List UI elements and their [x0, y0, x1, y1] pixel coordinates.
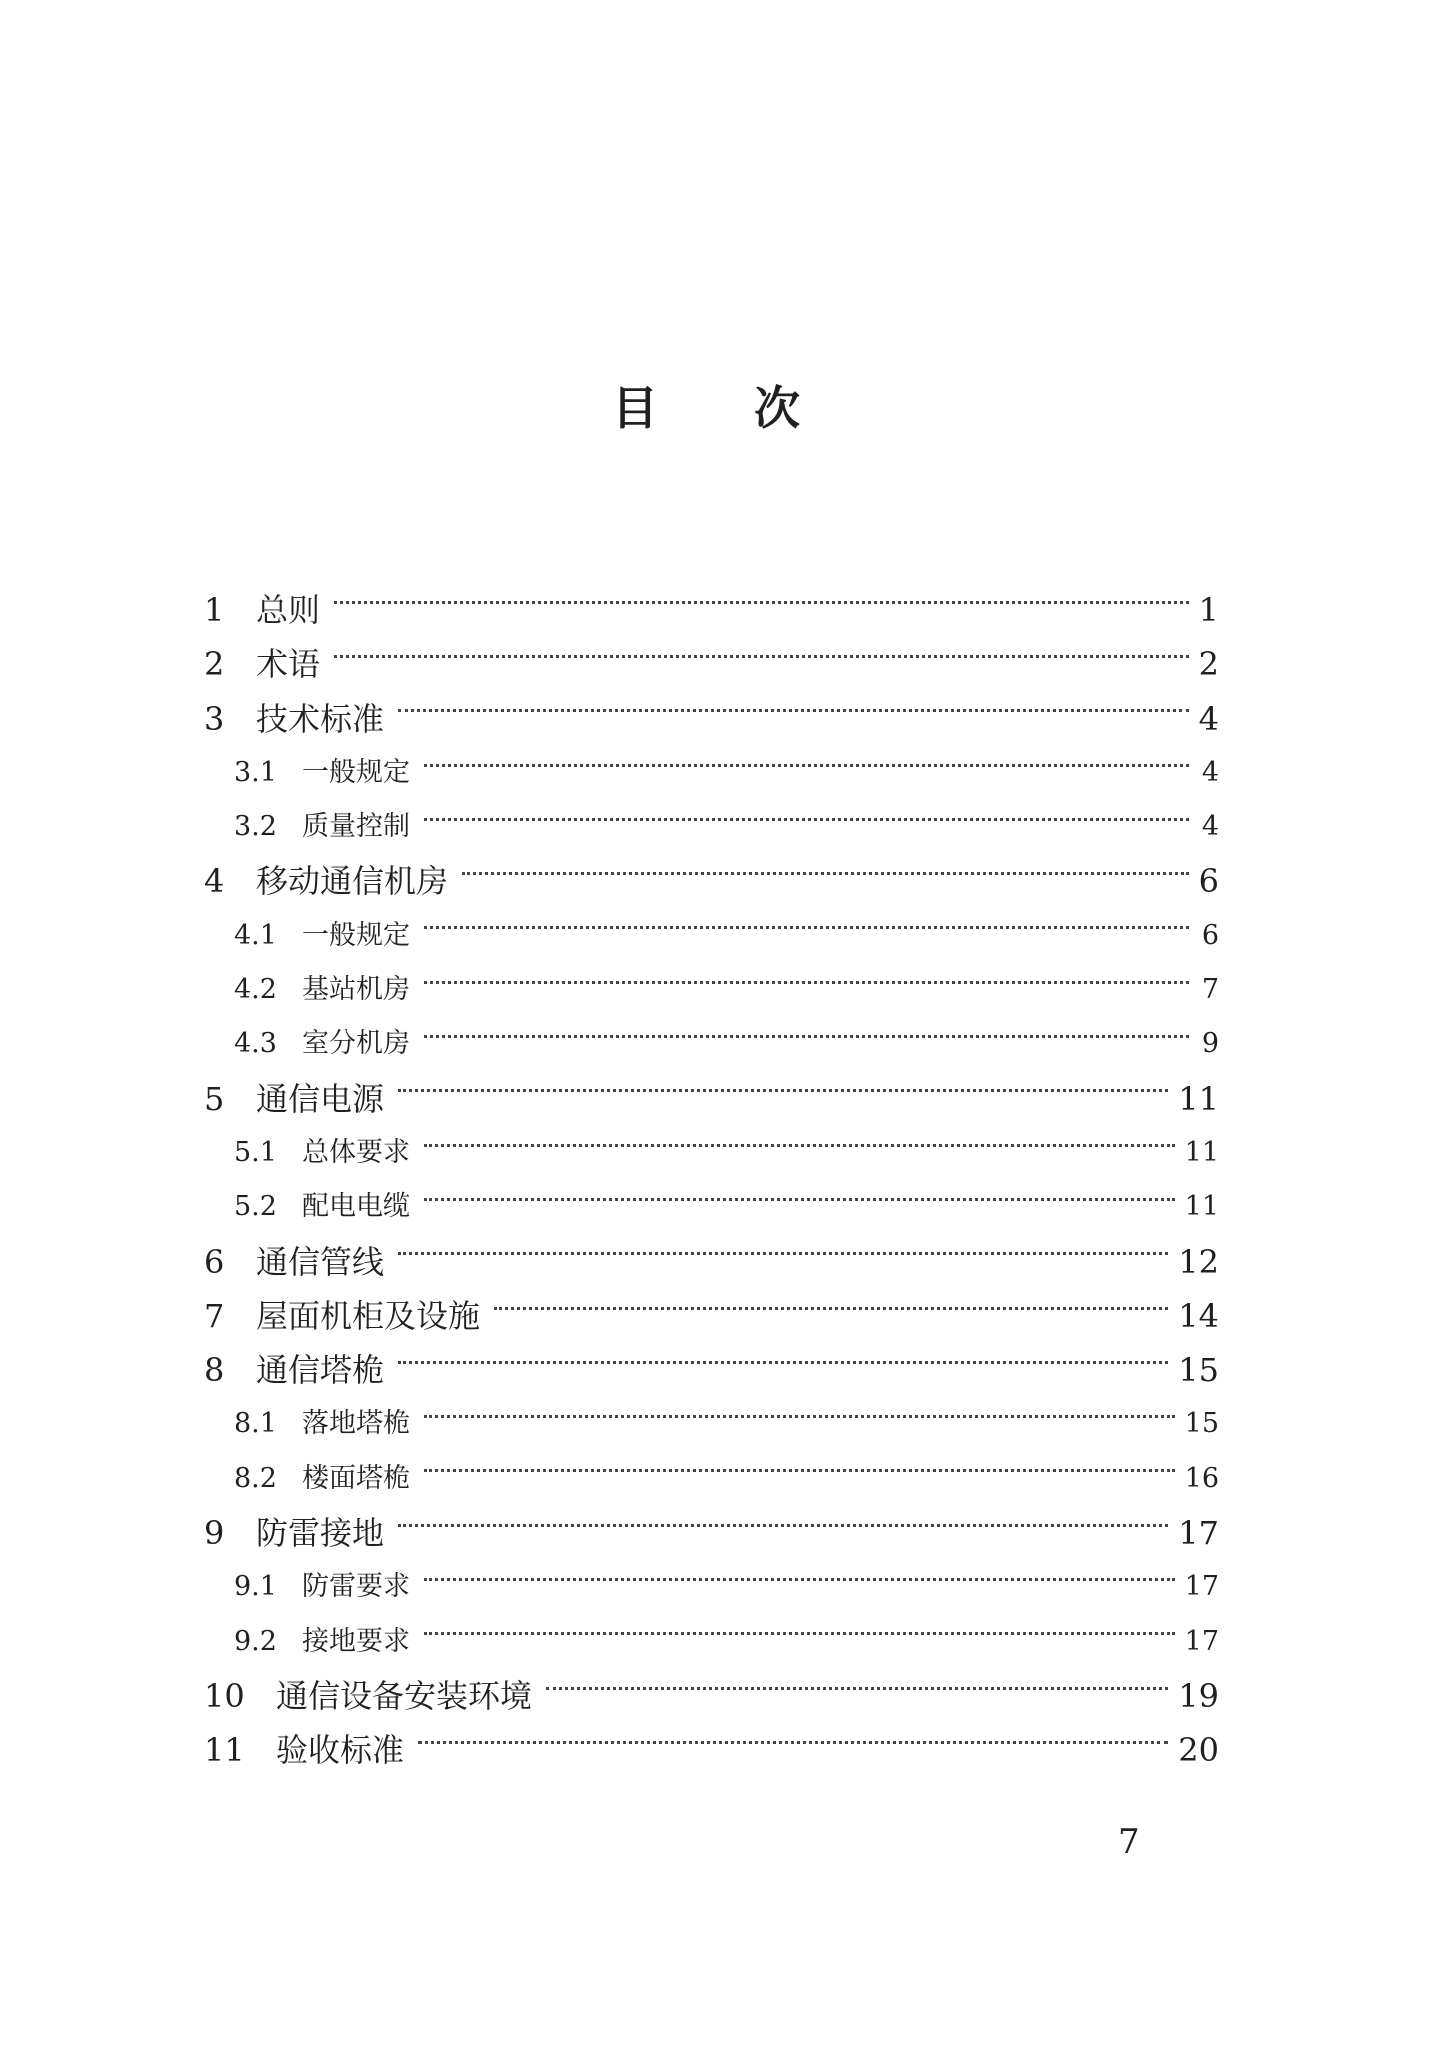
toc-entry-number: 8: [204, 1351, 225, 1390]
toc-entry-label: 质量控制: [302, 811, 410, 843]
toc-entry-number: 5.1: [234, 1136, 277, 1168]
dot-leader: [418, 1741, 1168, 1744]
toc-entry-label: 通信塔桅: [256, 1351, 385, 1390]
toc-entry-4-1[interactable]: [204, 909, 1219, 963]
dot-leader: [424, 1144, 1175, 1147]
toc-entry-label: 一般规定: [302, 756, 410, 788]
table-of-contents: [204, 583, 1219, 1778]
toc-entry-number: 8.2: [234, 1462, 277, 1494]
dot-leader: [424, 764, 1189, 767]
toc-entry-page: 4: [1201, 756, 1219, 788]
dot-leader: [424, 926, 1189, 929]
toc-entry-label: 室分机房: [302, 1028, 410, 1060]
dot-leader: [424, 1198, 1175, 1201]
toc-entry-1[interactable]: [204, 583, 1219, 637]
toc-entry-page: 15: [1184, 1408, 1219, 1440]
toc-entry-label: 移动通信机房: [256, 862, 449, 901]
toc-entry-label: 术语: [256, 645, 321, 684]
dot-leader: [424, 1469, 1175, 1472]
toc-entry-label: 验收标准: [276, 1731, 405, 1770]
toc-entry-number: 8.1: [234, 1408, 277, 1440]
toc-entry-9-1[interactable]: [204, 1560, 1219, 1614]
toc-entry-number: 11: [204, 1731, 245, 1770]
toc-entry-9-2[interactable]: [204, 1615, 1219, 1669]
toc-entry-label: 一般规定: [302, 919, 410, 951]
toc-entry-label: 屋面机柜及设施: [256, 1296, 481, 1335]
toc-entry-4-2[interactable]: [204, 963, 1219, 1017]
toc-entry-number: 2: [204, 645, 225, 684]
toc-entry-number: 3.2: [234, 811, 277, 843]
toc-entry-page: 1: [1198, 591, 1219, 629]
toc-entry-number: 9: [204, 1514, 225, 1553]
dot-leader: [546, 1687, 1168, 1690]
toc-entry-page: 14: [1178, 1296, 1219, 1335]
toc-entry-label: 落地塔桅: [302, 1408, 410, 1440]
toc-entry-page: 6: [1198, 862, 1219, 901]
toc-entry-label: 接地要求: [302, 1625, 410, 1657]
toc-entry-label: 总体要求: [302, 1136, 410, 1168]
toc-entry-label: 总则: [256, 591, 321, 629]
toc-entry-label: 基站机房: [302, 974, 410, 1006]
toc-entry-5[interactable]: [204, 1072, 1219, 1126]
dot-leader: [424, 818, 1189, 821]
toc-entry-2[interactable]: [204, 637, 1219, 691]
toc-entry-label: 通信设备安装环境: [276, 1676, 533, 1715]
toc-entry-4[interactable]: [204, 854, 1219, 908]
toc-entry-page: 11: [1184, 1191, 1219, 1223]
toc-entry-label: 配电电缆: [302, 1191, 410, 1223]
toc-entry-number: 5: [204, 1079, 225, 1118]
toc-entry-8-2[interactable]: [204, 1452, 1219, 1506]
toc-entry-page: 9: [1201, 1028, 1219, 1060]
toc-entry-6[interactable]: [204, 1235, 1219, 1289]
toc-entry-number: 9.2: [234, 1625, 277, 1657]
toc-entry-page: 16: [1184, 1462, 1219, 1494]
toc-entry-page: 2: [1198, 645, 1219, 684]
dot-leader: [424, 981, 1189, 984]
toc-entry-3-1[interactable]: [204, 746, 1219, 800]
toc-entry-number: 6: [204, 1242, 225, 1281]
dot-leader: [398, 1089, 1168, 1092]
toc-entry-4-3[interactable]: [204, 1017, 1219, 1071]
toc-entry-8[interactable]: [204, 1343, 1219, 1397]
toc-entry-5-1[interactable]: [204, 1126, 1219, 1180]
toc-entry-number: 4.3: [234, 1028, 277, 1060]
dot-leader: [462, 872, 1189, 875]
dot-leader: [424, 1578, 1175, 1581]
toc-entry-number: 4: [204, 862, 225, 901]
toc-entry-number: 5.2: [234, 1191, 277, 1223]
dot-leader: [334, 655, 1189, 658]
toc-entry-label: 通信管线: [256, 1242, 385, 1281]
toc-entry-number: 1: [204, 591, 225, 629]
toc-entry-page: 6: [1201, 919, 1219, 951]
dot-leader: [398, 709, 1189, 712]
toc-entry-page: 4: [1201, 811, 1219, 843]
dot-leader: [424, 1632, 1175, 1635]
toc-entry-label: 楼面塔桅: [302, 1462, 410, 1494]
toc-entry-number: 4.2: [234, 974, 277, 1006]
toc-entry-page: 20: [1178, 1731, 1219, 1770]
toc-entry-9[interactable]: [204, 1506, 1219, 1560]
dot-leader: [424, 1035, 1189, 1038]
toc-entry-page: 17: [1178, 1514, 1219, 1553]
toc-entry-label: 通信电源: [256, 1079, 385, 1118]
toc-entry-page: 17: [1184, 1571, 1219, 1603]
toc-entry-number: 4.1: [234, 919, 277, 951]
dot-leader: [424, 1415, 1175, 1418]
toc-entry-number: 9.1: [234, 1571, 277, 1603]
dot-leader: [398, 1524, 1168, 1527]
toc-entry-page: 19: [1178, 1676, 1219, 1715]
dot-leader: [398, 1252, 1168, 1255]
toc-entry-number: 3: [204, 699, 225, 738]
toc-entry-3-2[interactable]: [204, 800, 1219, 854]
toc-entry-label: 技术标准: [256, 699, 385, 738]
toc-entry-page: 12: [1178, 1242, 1219, 1281]
toc-entry-page: 11: [1178, 1079, 1219, 1118]
toc-entry-number: 7: [204, 1296, 225, 1335]
toc-entry-page: 15: [1178, 1351, 1219, 1390]
toc-entry-page: 17: [1184, 1625, 1219, 1657]
page-number: 7: [1118, 1822, 1140, 1862]
dot-leader: [494, 1307, 1168, 1310]
toc-entry-label: 防雷要求: [302, 1571, 410, 1603]
toc-entry-page: 7: [1201, 974, 1219, 1006]
toc-entry-number: 3.1: [234, 756, 277, 788]
toc-entry-10[interactable]: [204, 1669, 1219, 1723]
toc-entry-3[interactable]: [204, 692, 1219, 746]
toc-entry-7[interactable]: [204, 1289, 1219, 1343]
page-title: 目 次: [611, 381, 840, 435]
toc-entry-11[interactable]: [204, 1723, 1219, 1777]
toc-entry-label: 防雷接地: [256, 1514, 385, 1553]
dot-leader: [398, 1361, 1168, 1364]
toc-entry-8-1[interactable]: [204, 1397, 1219, 1451]
toc-entry-page: 11: [1184, 1136, 1219, 1168]
dot-leader: [334, 601, 1189, 604]
toc-entry-page: 4: [1198, 699, 1219, 738]
toc-entry-number: 10: [204, 1676, 245, 1715]
toc-entry-5-2[interactable]: [204, 1180, 1219, 1234]
